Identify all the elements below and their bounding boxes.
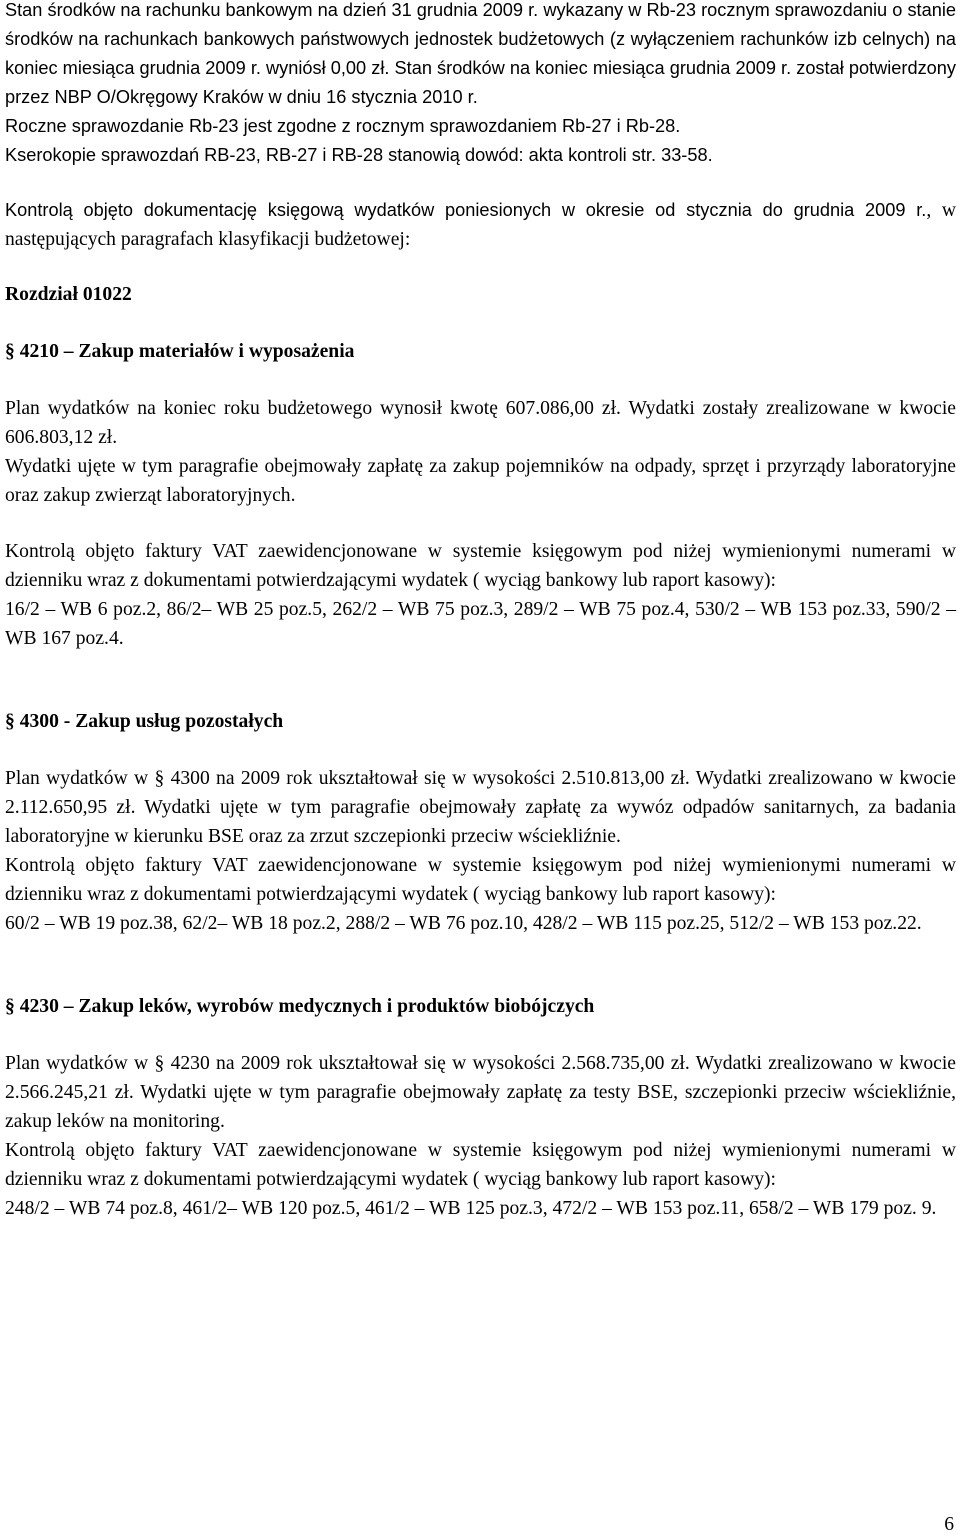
- section-control-4210: Kontrolą objęto faktury VAT zaewidencjonowane w systemie księgowym pod niżej wymienionymi numerami w dzienniku wraz z dokumentami potwierdzającymi wydatek ( wyciąg bankowy lub raport kasowy):: [5, 541, 956, 591]
- report-consistency-paragraph: Roczne sprawozdanie Rb-23 jest zgodne z rocznym sprawozdaniem Rb-27 i Rb-28.: [5, 116, 681, 136]
- control-scope-serif-text: , w następujących paragrafach klasyfikacji budżetowej:: [5, 200, 956, 250]
- control-scope-paragraph: [5, 196, 956, 254]
- section-heading-4210: § 4210 – Zakup materiałów i wyposażenia: [5, 341, 355, 362]
- control-scope-sans-text: Kontrolą objęto dokumentację księgową wydatków poniesionych w okresie od stycznia do grudnia 2009 r.: [5, 200, 927, 220]
- section-docs-4300: 60/2 – WB 19 poz.38, 62/2– WB 18 poz.2, 288/2 – WB 76 poz.10, 428/2 – WB 115 poz.25, 512/2 – WB 153 poz.22.: [5, 913, 922, 934]
- report-copies-paragraph: Kserokopie sprawozdań RB-23, RB-27 i RB-28 stanowią dowód: akta kontroli str. 33-58.: [5, 145, 713, 165]
- section-plan-4230: Plan wydatków w § 4230 na 2009 rok ukształtował się w wysokości 2.568.735,00 zł. Wydatki zrealizowano w kwocie 2.566.245,21 zł. Wydatki ujęte w tym paragrafie obejmowały zapłatę za testy BSE, szczepionki przeciw wściekliźnie, zakup leków na monitoring.: [5, 1053, 956, 1132]
- section-docs-4210: 16/2 – WB 6 poz.2, 86/2– WB 25 poz.5, 262/2 – WB 75 poz.3, 289/2 – WB 75 poz.4, 530/2 – WB 153 poz.33, 590/2 – WB 167 poz.4.: [5, 599, 956, 649]
- document-page: [5, 0, 956, 1223]
- chapter-title: Rozdział 01022: [5, 284, 132, 305]
- page-number: 6: [944, 1514, 954, 1535]
- section-plan-4300: Plan wydatków w § 4300 na 2009 rok ukształtował się w wysokości 2.510.813,00 zł. Wydatki zrealizowano w kwocie 2.112.650,95 zł. Wydatki ujęte w tym paragrafie obejmowały zapłatę za wywóz odpadów sanitarnych, za badania laboratoryjne w kierunku BSE oraz za zrzut szczepionki przeciw wściekliźnie.: [5, 768, 956, 847]
- bank-balance-paragraph: Stan środków na rachunku bankowym na dzień 31 grudnia 2009 r. wykazany w Rb-23 rocznym sprawozdaniu o stanie środków na rachunkach bankowych państwowych jednostek budżetowych (z wyłączeniem rachunków izb celnych) na koniec miesiąca grudnia 2009 r. wyniósł 0,00 zł. Stan środków na koniec miesiąca grudnia 2009 r. został potwierdzony przez NBP O/Okręgowy Kraków w dniu 16 stycznia 2010 r.: [5, 0, 956, 107]
- section-heading-4230: § 4230 – Zakup leków, wyrobów medycznych i produktów biobójczych: [5, 996, 595, 1017]
- section-control-4300: Kontrolą objęto faktury VAT zaewidencjonowane w systemie księgowym pod niżej wymienionymi numerami w dzienniku wraz z dokumentami potwierdzającymi wydatek ( wyciąg bankowy lub raport kasowy):: [5, 855, 956, 905]
- section-scope-4210: Wydatki ujęte w tym paragrafie obejmowały zapłatę za zakup pojemników na odpady, sprzęt i przyrządy laboratoryjne oraz zakup zwierząt laboratoryjnych.: [5, 456, 956, 506]
- section-heading-4300: § 4300 - Zakup usług pozostałych: [5, 711, 284, 732]
- section-docs-4230: 248/2 – WB 74 poz.8, 461/2– WB 120 poz.5, 461/2 – WB 125 poz.3, 472/2 – WB 153 poz.11, 658/2 – WB 179 poz. 9.: [5, 1198, 937, 1219]
- section-control-4230: Kontrolą objęto faktury VAT zaewidencjonowane w systemie księgowym pod niżej wymienionymi numerami w dzienniku wraz z dokumentami potwierdzającymi wydatek ( wyciąg bankowy lub raport kasowy):: [5, 1140, 956, 1190]
- section-plan-4210: Plan wydatków na koniec roku budżetowego wynosił kwotę 607.086,00 zł. Wydatki zostały zrealizowane w kwocie 606.803,12 zł.: [5, 398, 956, 448]
